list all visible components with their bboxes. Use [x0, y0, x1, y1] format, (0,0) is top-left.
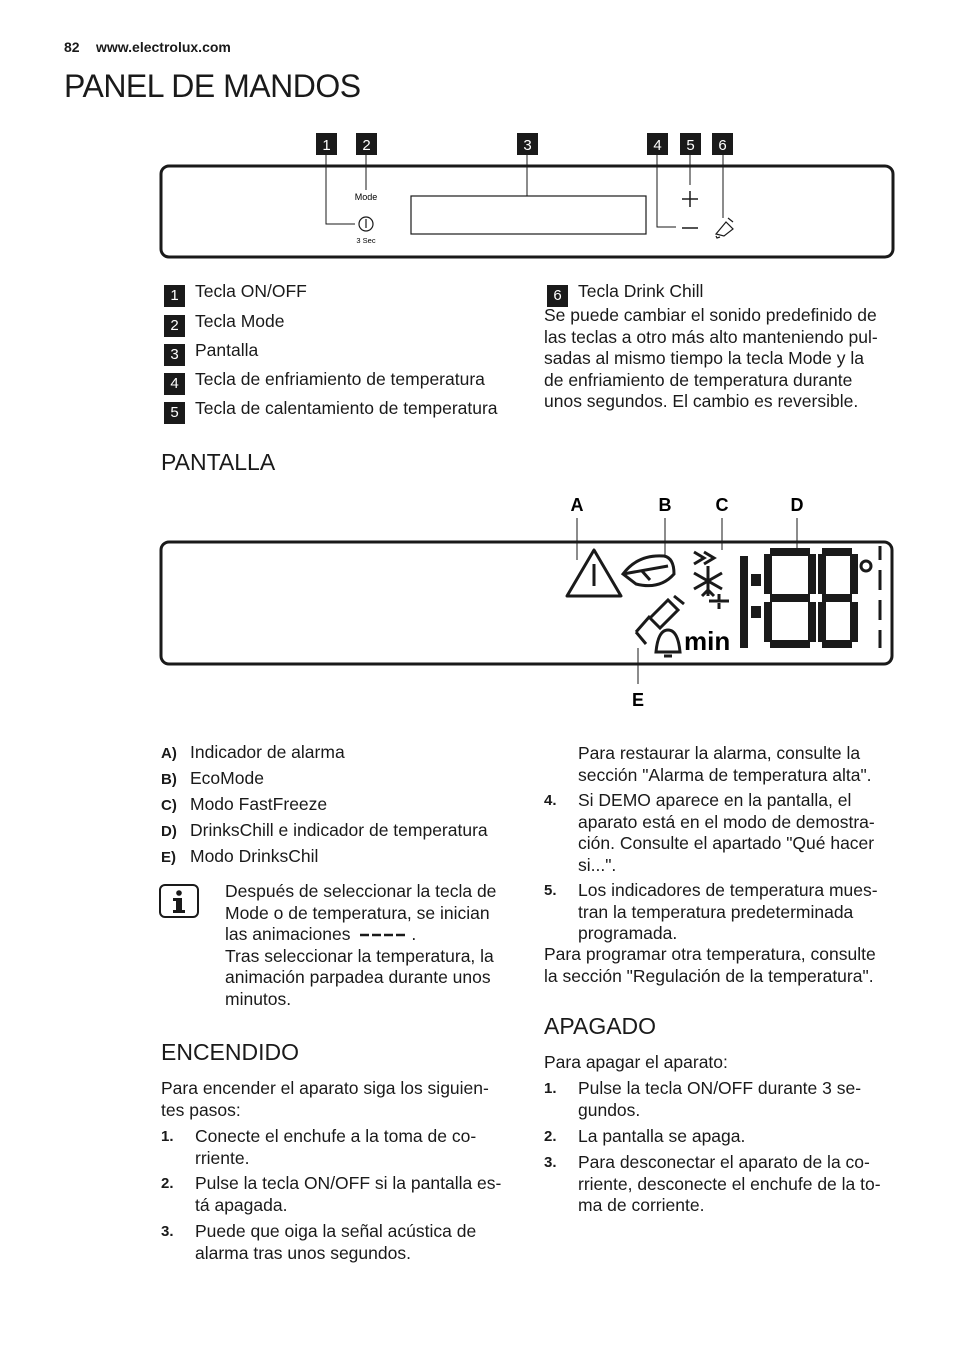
page-number: 82 [64, 39, 80, 55]
sign-icon [709, 594, 729, 609]
display-diagram [0, 488, 954, 718]
apagado-intro: Para apagar el aparato: [544, 1052, 728, 1072]
callout-1 [316, 133, 337, 155]
mode-label: Mode [354, 192, 378, 202]
svg-text:1: 1 [322, 137, 331, 154]
plus-icon [682, 191, 698, 207]
svg-text:2: 2 [362, 137, 371, 154]
label-b: B [658, 495, 672, 515]
callout-5 [680, 133, 701, 155]
svg-text:5: 5 [686, 137, 695, 154]
info-icon [158, 883, 200, 919]
temperature-note: Para programar otra temperatura, consulte la sección "Regulación de la temperatura". [544, 944, 876, 986]
step-number: 5. [544, 882, 557, 899]
apagado-step-2: La pantalla se apaga. [578, 1126, 746, 1146]
display-item-a: A) Indicador de alarma [161, 742, 345, 762]
label-a: A [570, 495, 584, 515]
info-note-text: Después de seleccionar la tecla de Mode o de temperatura, se inician las animaciones . Tras seleccionar la temperatura, la animación parpadea durante unos minutos. [225, 881, 497, 1009]
encendido-step-1: Conecte el enchufe a la toma de co- rriente. [195, 1126, 477, 1168]
step-5: Los indicadores de temperatura mues- tran la temperatura predeterminada programada. [578, 880, 878, 943]
encendido-intro: Para encender el aparato siga los siguien- tes pasos: [161, 1078, 489, 1120]
step-number: 2. [161, 1175, 174, 1192]
encendido-step-2: Pulse la tecla ON/OFF si la pantalla es- tá apagada. [195, 1173, 502, 1215]
temperature-digits [740, 548, 858, 648]
encendido-heading: ENCENDIDO [161, 1039, 300, 1065]
page-title: PANEL DE MANDOS [64, 68, 361, 104]
svg-text:4: 4 [653, 137, 662, 154]
svg-text:6: 6 [718, 137, 727, 154]
callout-2 [356, 133, 377, 155]
callout-6 [712, 133, 733, 155]
label-e: E [631, 690, 645, 710]
apagado-step-1: Pulse la tecla ON/OFF durante 3 se- gundos. [578, 1078, 862, 1120]
panel-display [411, 196, 646, 234]
label-c: C [715, 495, 729, 515]
display-item-c: C) Modo FastFreeze [161, 794, 328, 814]
callout-4 [647, 133, 668, 155]
display-item-b: B) EcoMode [161, 768, 264, 788]
step-number: 4. [544, 792, 557, 809]
bell-icon [656, 630, 680, 656]
svg-text:3: 3 [523, 137, 532, 154]
alarm-icon [567, 550, 621, 596]
min-label: min [684, 626, 731, 656]
display-item-d: D) DrinksChill e indicador de temperatura [161, 820, 488, 840]
apagado-step-3: Para desconectar el aparato de la co- rriente, desconecte el enchufe de la to- ma de corriente. [578, 1152, 881, 1215]
3sec-label: 3 Sec [356, 236, 376, 245]
step-number: 1. [544, 1080, 557, 1097]
display-item-e: E) Modo DrinksChil [161, 846, 319, 866]
degree-icon [861, 561, 871, 571]
step-3-continued: Para restaurar la alarma, consulte la sección "Alarma de temperatura alta". [578, 743, 872, 785]
encendido-step-3: Puede que oiga la señal acústica de alarma tras unos segundos. [195, 1221, 477, 1263]
eco-leaf-icon [623, 556, 674, 586]
control-panel-diagram [0, 0, 954, 300]
power-icon [359, 217, 373, 231]
legend-note: Se puede cambiar el sonido predefinido de las teclas a otro más alto manteniendo pul- sadas al mismo tiempo la tecla Mode y la de enfriamiento de temperatura durante unos segundos. El cambio es reversible. [544, 305, 878, 411]
step-number: 3. [544, 1154, 557, 1171]
label-d: D [790, 495, 804, 515]
fast-freeze-icon [694, 552, 722, 596]
website-url: www.electrolux.com [96, 39, 231, 55]
step-number: 3. [161, 1223, 174, 1240]
drink-chill-icon [716, 218, 733, 238]
callout-3 [517, 133, 538, 155]
step-4: Si DEMO aparece en la pantalla, el aparato está en el modo de demostra- ción. Consulte el apartado "Qué hacer si...". [578, 790, 875, 875]
dash-animation-icon [359, 929, 409, 941]
apagado-heading: APAGADO [544, 1013, 657, 1039]
pantalla-heading: PANTALLA [161, 449, 276, 475]
step-number: 1. [161, 1128, 174, 1145]
step-number: 2. [544, 1128, 557, 1145]
